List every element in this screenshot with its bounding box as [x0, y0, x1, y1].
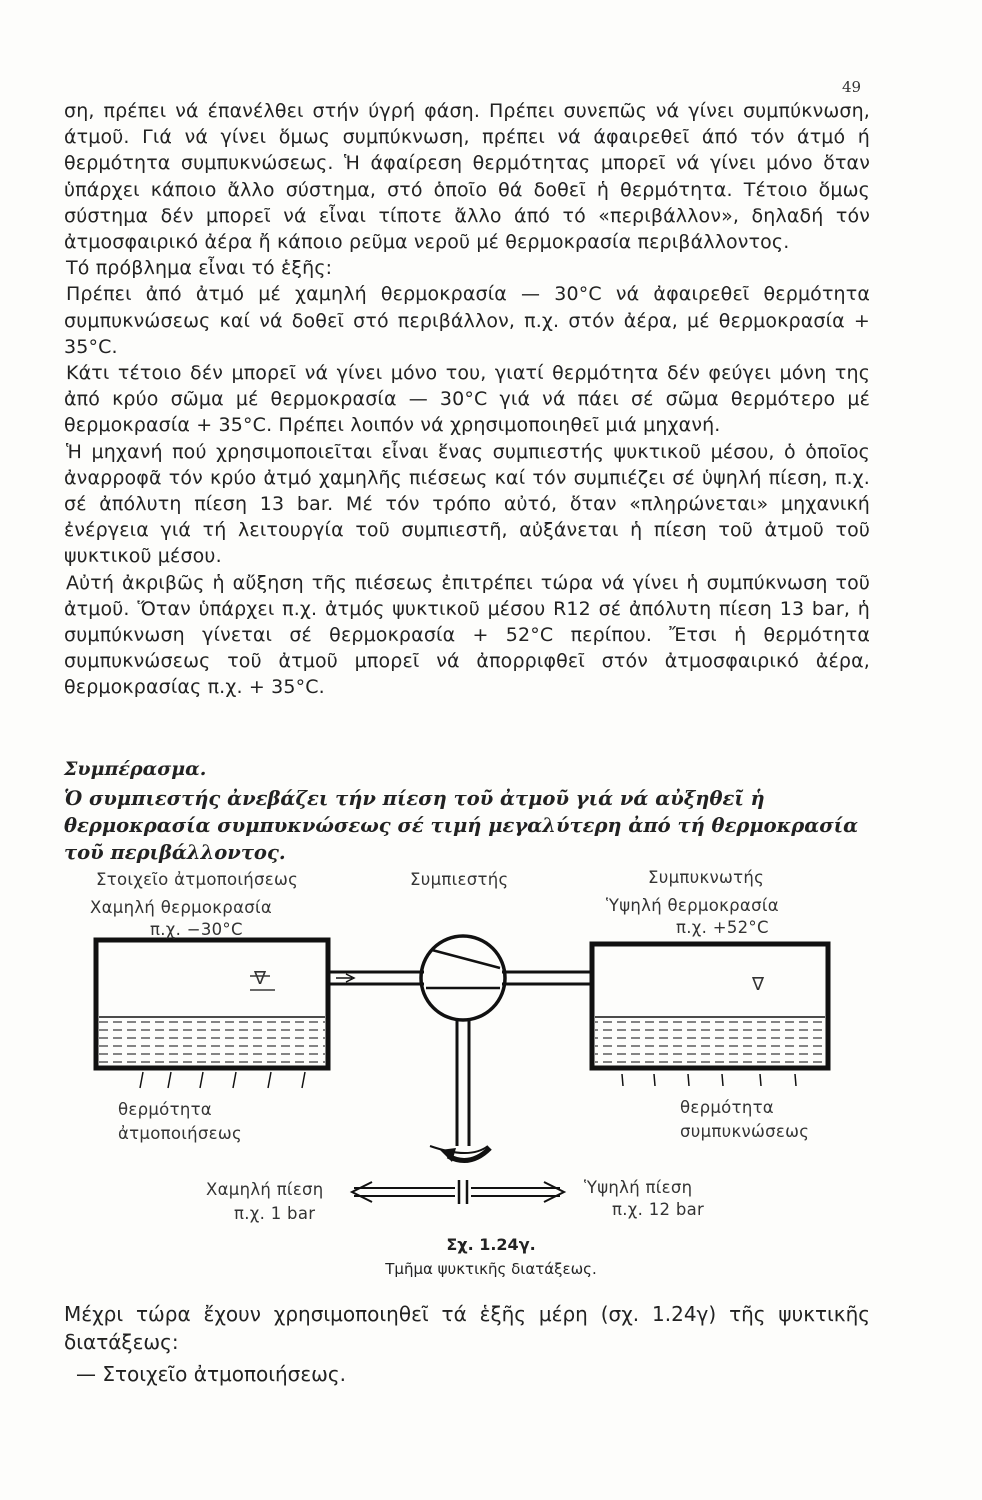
paragraph: Κάτι τέτοιο δέν μπορεῖ νά γίνει μόνο του, γιατί θερμότητα δέν φεύγει μόνη της ἀπό κρύο σῶμα μέ θερμοκρασία — 30°C γιά νά πάει σέ σῶμα θερμότερο μέ θερμοκρασία + 35°C. Πρέπει λοιπόν νά χρησιμοποιηθεῖ μιά μηχανή.: [64, 362, 870, 437]
compressor-shaft: [430, 1020, 490, 1162]
condenser-heat-arrows: [622, 1074, 796, 1086]
page-number: 49: [842, 78, 862, 96]
pressure-arrow: [352, 1180, 564, 1204]
evaporator-title: Στοιχεῖο ἀτμοποιήσεως: [96, 870, 299, 889]
condenser-level-symbol: ∇: [752, 974, 765, 995]
high-pressure-label: Ὑψηλή πίεση: [584, 1178, 693, 1197]
compressor-label: Συμπιεστής: [410, 870, 509, 889]
list-item: — Στοιχεῖο ἀτμοποιήσεως.: [76, 1362, 346, 1386]
condenser-heat-label-2: συμπυκνώσεως: [680, 1122, 810, 1141]
paragraph: ση, πρέπει νά έπανέλθει στήν ύγρή φάση. Πρέπει συνεπῶς νά γίνει συμπύκνωση, άτμοῦ. Γιά νά γίνει ὅμως συμπύκνωση, πρέπει νά άφαιρεθεῖ άπό τόν άτμό ή θερμότητα συμπυκνώσεως. Ἡ άφαίρεση θερμότητας μπορεῖ νά γίνει μόνο ὅταν ὑπάρχει κάποιο ἄλλο σύστημα, στό ὁποῖο θά δοθεῖ ἡ θερμότητα. Τέτοιο ὅμως σύστημα δέν μπορεῖ νά εἶναι τίποτε ἄλλο άπό τό «περιβάλλον», δηλαδή τόν ἀτμοσφαιρικό ἀέρα ἤ κάποιο ρεῦμα νεροῦ μέ θερμοκρασία περιβάλλοντος.: [64, 100, 870, 254]
condenser-title: Συμπυκνωτής: [648, 868, 765, 887]
low-pressure-value: π.χ. 1 bar: [234, 1204, 316, 1223]
evaporator-temp-value: π.χ. −30°C: [150, 920, 243, 939]
paragraph: Αὐτή ἀκριβῶς ἡ αὔξηση τῆς πιέσεως ἐπιτρέπει τώρα νά γίνει ἡ συμπύκνωση τοῦ ἀτμοῦ. Ὅταν ὑπάρχει π.χ. ἀτμός ψυκτικοῦ μέσου R12 σέ ἀπόλυτη πίεση 13 bar, ἡ συμπύκνωση γίνεται σέ θερμοκρασία + 52°C περίπου. Ἔτσι ἡ θερμότητα συμπυκνώσεως τοῦ ἀτμοῦ μπορεῖ νά ἀπορριφθεῖ στόν ἀτμοσφαιρικό ἀέρα, θερμοκρασίας π.χ. + 35°C.: [64, 571, 870, 699]
discharge-pipe: [502, 972, 592, 984]
evaporator-temp-label: Χαμηλή θερμοκρασία: [90, 898, 273, 917]
condenser-tank: [592, 944, 828, 1068]
evaporator-heat-label: θερμότητα: [118, 1100, 212, 1119]
condenser-heat-label: θερμότητα: [680, 1098, 774, 1117]
evaporator-tank: [96, 940, 328, 1068]
high-pressure-value: π.χ. 12 bar: [612, 1200, 705, 1219]
refrigeration-diagram: [0, 850, 982, 1290]
evaporator-heat-arrows: [140, 1072, 305, 1088]
bottom-text: [64, 1300, 870, 1388]
compressor-symbol: [421, 936, 505, 1020]
paragraph: Μέχρι τώρα ἔχουν χρησιμοποιηθεῖ τά ἑξῆς μέρη (σχ. 1.24γ) τῆς ψυκτικῆς διατάξεως:: [64, 1302, 870, 1354]
suction-pipe: [328, 972, 424, 984]
conclusion-heading: Συμπέρασμα.: [64, 758, 207, 780]
condenser-temp-label: Ὑψηλή θερμοκρασία: [606, 896, 779, 915]
figure-caption-subtitle: Τμῆμα ψυκτικῆς διατάξεως.: [385, 1260, 597, 1278]
paragraph: Τό πρόβλημα εἶναι τό ἑξῆς:: [66, 257, 333, 280]
evaporator-heat-label-2: ἀτμοποιήσεως: [118, 1124, 242, 1143]
evaporator-level-symbol: ∇: [254, 968, 267, 989]
low-pressure-label: Χαμηλή πίεση: [206, 1180, 324, 1199]
figure-caption-title: Σχ. 1.24γ.: [446, 1235, 536, 1254]
paragraph: Πρέπει ἀπό ἀτμό μέ χαμηλή θερμοκρασία — 30°C νά ἀφαιρεθεῖ θερμότητα συμπυκνώσεως καί νά δοθεῖ στό περιβάλλον, π.χ. στόν ἀέρα, μέ θερμοκρασία + 35°C.: [64, 283, 870, 358]
conclusion-text: Ὁ συμπιεστής ἀνεβάζει τήν πίεση τοῦ ἀτμοῦ γιά νά αὐξηθεῖ ἡ θερμοκρασία συμπυκνώσεως σέ τιμή μεγαλύτερη ἀπό τή θερμοκρασία τοῦ περιβάλλοντος.: [64, 787, 859, 864]
body-text: [64, 98, 870, 701]
paragraph: Ἡ μηχανή πού χρησιμοποιεῖται εἶναι ἕνας συμπιεστής ψυκτικοῦ μέσου, ὁ ὁποῖος ἀναρροφᾶ τόν κρύο ἀτμό χαμηλῆς πιέσεως καί τόν συμπιέζει σέ ὑψηλή πίεση, π.χ. σέ ἀπόλυτη πίεση 13 bar. Μέ τόν τρόπο αὐτό, ὅταν «πληρώνεται» μηχανική ἐνέργεια γιά τή λειτουργία τοῦ συμπιεστῆ, αὐξάνεται ἡ πίεση τοῦ ἀτμοῦ τοῦ ψυκτικοῦ μέσου.: [64, 440, 870, 568]
condenser-temp-value: π.χ. +52°C: [676, 918, 769, 937]
